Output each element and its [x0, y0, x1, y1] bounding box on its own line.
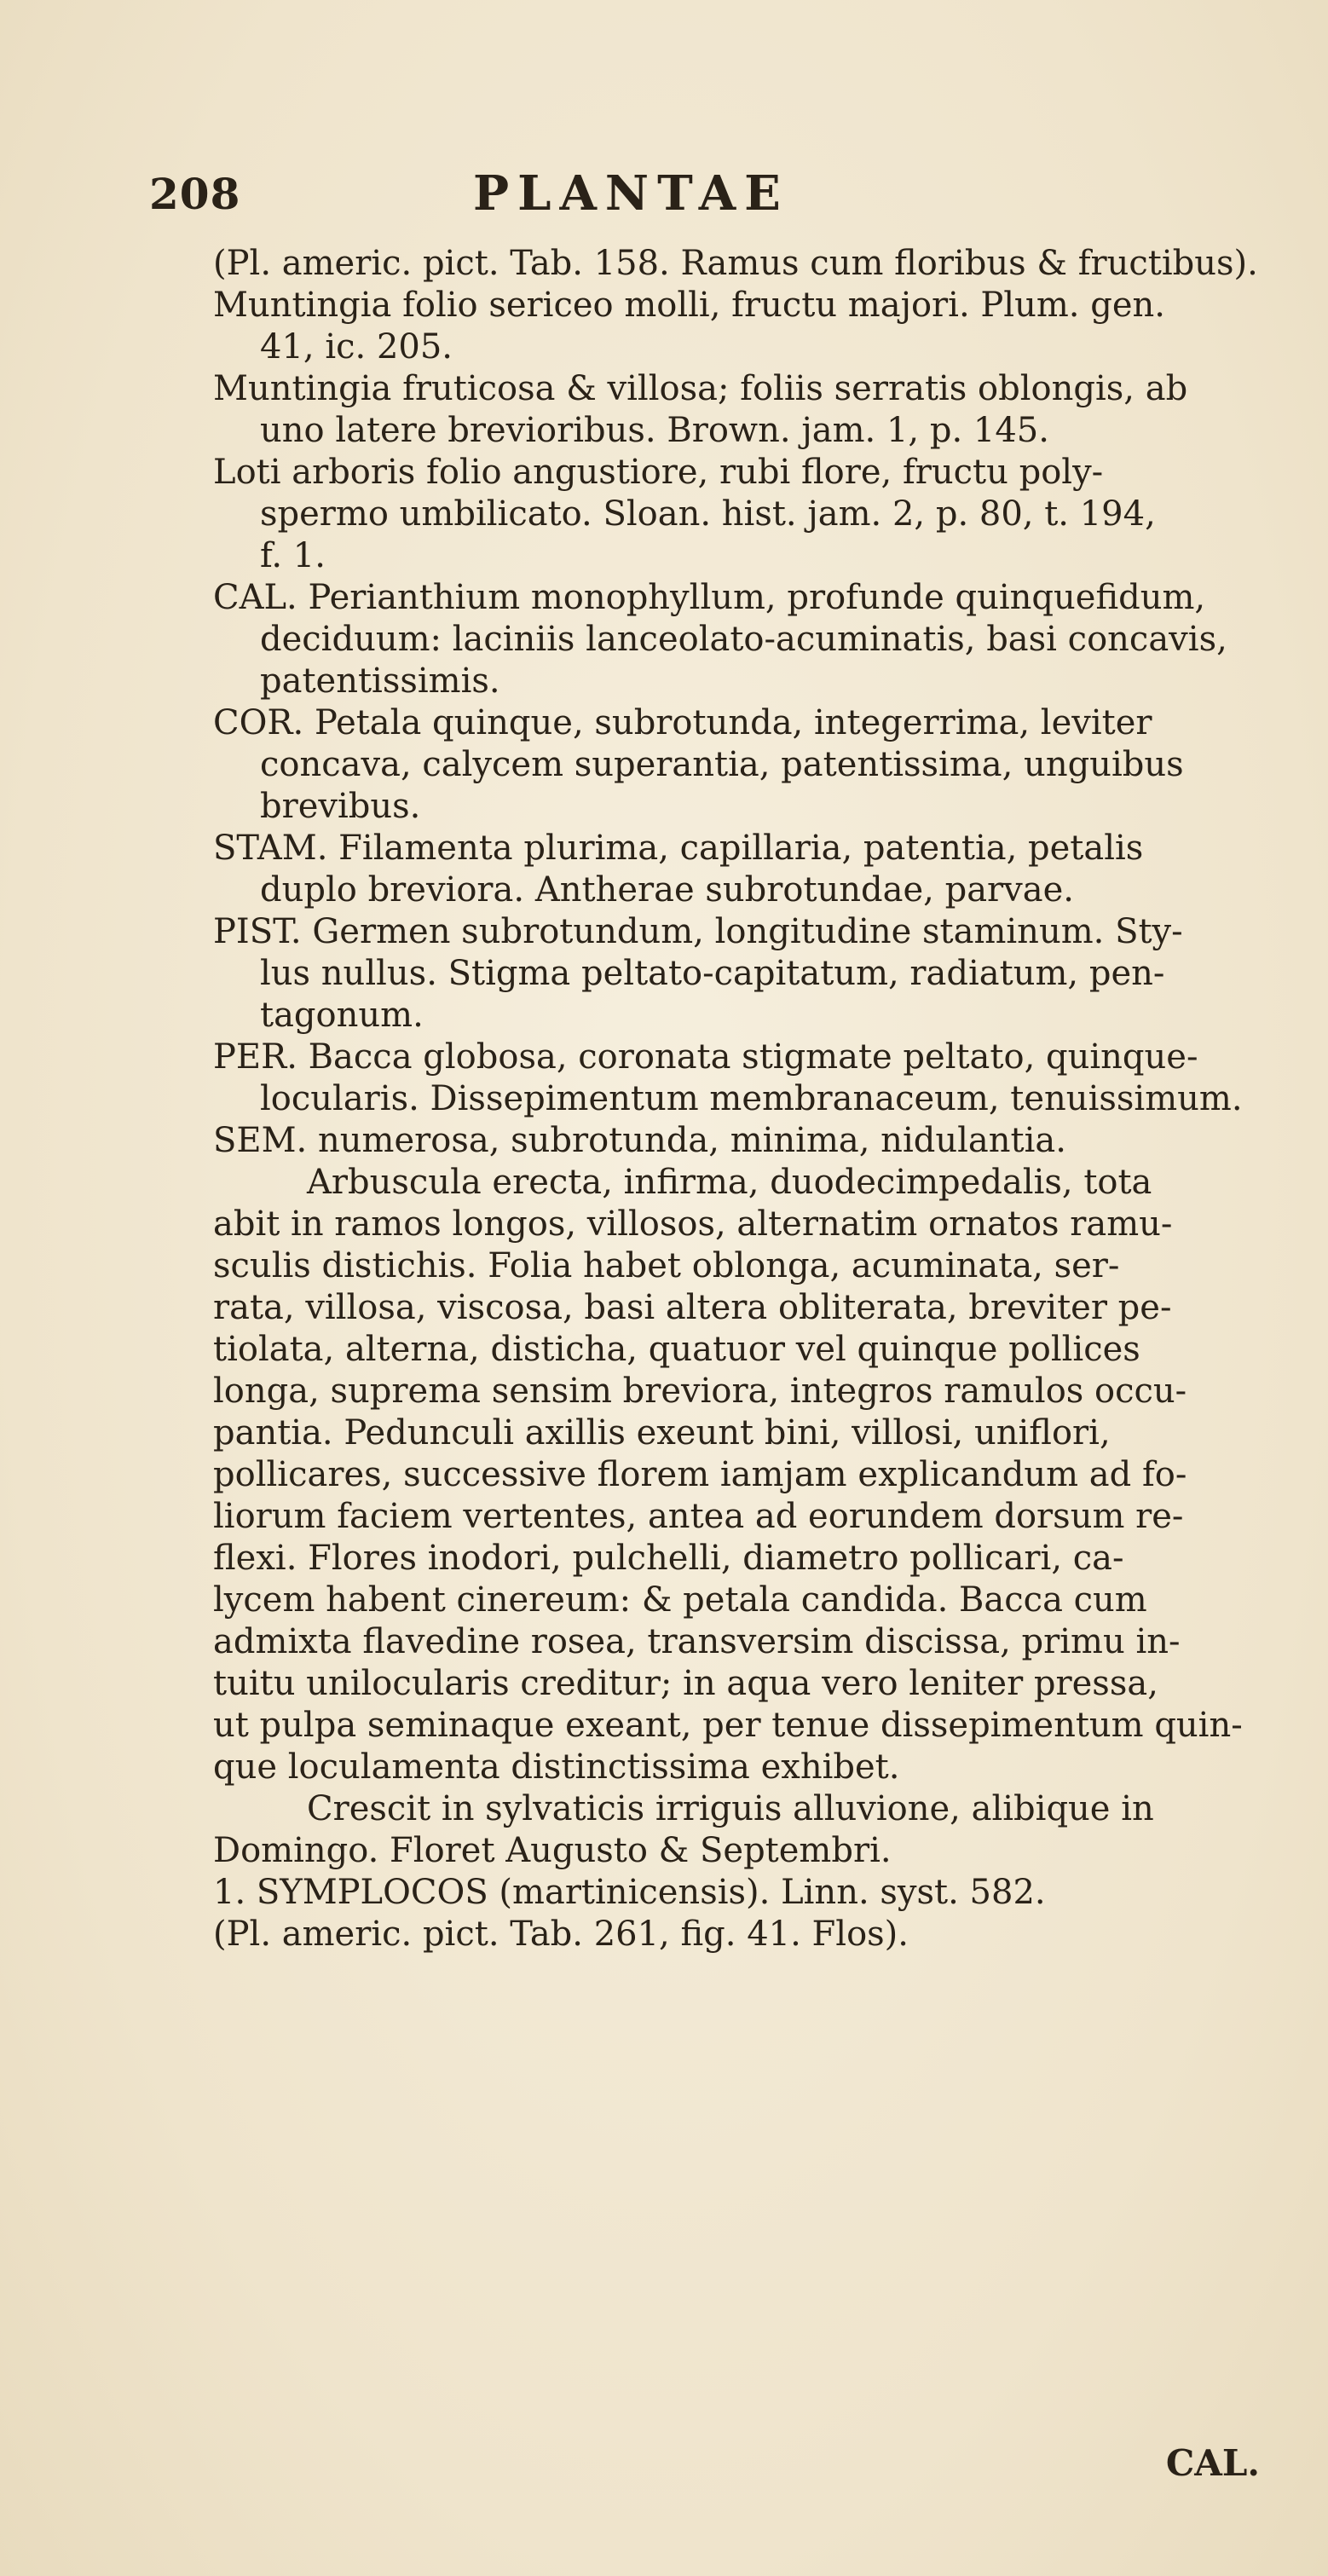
text-line: admixta flavedine rosea, transversim discissa, primu in- [213, 1622, 1181, 1661]
text-line: que loculamenta distinctissima exhibet. [213, 1747, 900, 1787]
text-line: Crescit in sylvaticis irriguis alluvione, alibique in [307, 1789, 1154, 1828]
page-header [149, 162, 1257, 230]
running-head: PLANTAE [473, 165, 789, 222]
text-line: tiolata, alterna, disticha, quatuor vel quinque pollices [213, 1330, 1140, 1369]
text-line: patentissimis. [260, 661, 500, 701]
text-line: SEM. numerosa, subrotunda, minima, nidulantia. [213, 1121, 1066, 1160]
text-line: Arbuscula erecta, infirma, duodecimpedalis, tota [307, 1163, 1152, 1202]
text-line: 41, ic. 205. [260, 327, 453, 367]
text-line: PER. Bacca globosa, coronata stigmate peltato, quinque- [213, 1037, 1198, 1077]
text-line: (Pl. americ. pict. Tab. 261, fig. 41. Flos). [213, 1915, 909, 1954]
text-line: abit in ramos longos, villosos, alternatim ornatos ramu- [213, 1204, 1173, 1244]
text-line: liorum faciem vertentes, antea ad eorundem dorsum re- [213, 1497, 1184, 1536]
text-line: Loti arboris folio angustiore, rubi flore, fructu poly- [213, 453, 1104, 492]
text-line: CAL. Perianthium monophyllum, profunde quinquefidum, [213, 578, 1206, 617]
text-line: locularis. Dissepimentum membranaceum, tenuissimum. [260, 1079, 1243, 1118]
text-line: sculis distichis. Folia habet oblonga, acuminata, ser- [213, 1246, 1120, 1285]
text-line: Muntingia fruticosa & villosa; foliis serratis oblongis, ab [213, 369, 1188, 408]
text-line: uno latere brevioribus. Brown. jam. 1, p. 145. [260, 411, 1049, 450]
text-line: brevibus. [260, 787, 421, 826]
text-line: f. 1. [260, 536, 326, 575]
text-line: rata, villosa, viscosa, basi altera obliterata, breviter pe- [213, 1288, 1172, 1327]
text-line: pollicares, successive florem iamjam explicandum ad fo- [213, 1455, 1187, 1494]
text-line: 1. SYMPLOCOS (martinicensis). Linn. syst. 582. [213, 1873, 1046, 1912]
text-line: lus nullus. Stigma peltato-capitatum, radiatum, pen- [260, 954, 1165, 993]
text-line: pantia. Pedunculi axillis exeunt bini, villosi, uniflori, [213, 1413, 1111, 1453]
text-line: spermo umbilicato. Sloan. hist. jam. 2, p. 80, t. 194, [260, 494, 1156, 534]
text-line: PIST. Germen subrotundum, longitudine staminum. Sty- [213, 912, 1183, 951]
text-line: duplo breviora. Antherae subrotundae, parvae. [260, 870, 1074, 910]
text-line: (Pl. americ. pict. Tab. 158. Ramus cum floribus & fructibus). [213, 244, 1258, 283]
text-line: STAM. Filamenta plurima, capillaria, patentia, petalis [213, 829, 1144, 868]
text-line: Domingo. Floret Augusto & Septembri. [213, 1831, 892, 1870]
text-line: tagonum. [260, 996, 424, 1035]
text-line: ut pulpa seminaque exeant, per tenue dissepimentum quin- [213, 1706, 1243, 1745]
text-line: concava, calycem superantia, patentissima, unguibus [260, 745, 1184, 784]
text-line: tuitu unilocularis creditur; in aqua vero leniter pressa, [213, 1664, 1158, 1703]
page-body [213, 243, 1313, 1955]
text-line: longa, suprema sensim breviora, integros ramulos occu- [213, 1372, 1187, 1411]
text-line: Muntingia folio sericeo molli, fructu majori. Plum. gen. [213, 286, 1165, 325]
text-line: lycem habent cinereum: & petala candida. Bacca cum [213, 1580, 1147, 1620]
page-number: 208 [149, 169, 241, 219]
text-line: COR. Petala quinque, subrotunda, integerrima, leviter [213, 703, 1152, 742]
text-line: flexi. Flores inodori, pulchelli, diametro pollicari, ca- [213, 1539, 1124, 1578]
catchword: CAL. [1165, 2442, 1260, 2484]
text-line: deciduum: laciniis lanceolato-acuminatis, basi concavis, [260, 620, 1227, 659]
